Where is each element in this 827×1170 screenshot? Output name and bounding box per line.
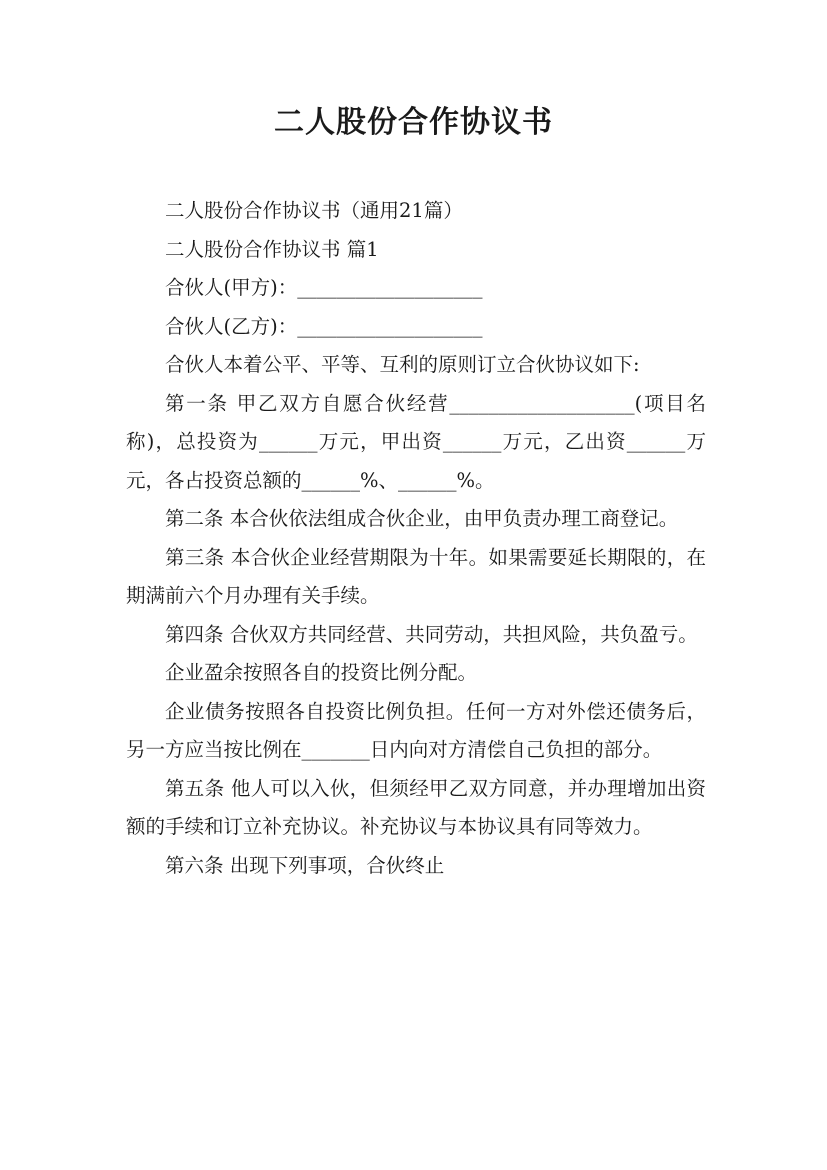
paragraph-subheading: 二人股份合作协议书 篇1	[165, 237, 379, 261]
paragraph-debt: 企业债务按照各自投资比例负担。任何一方对外偿还债务后，另一方应当按比例在_______日内向对方清偿自己负担的部分。	[126, 699, 706, 761]
paragraph-article-1: 第一条 甲乙双方自愿合伙经营___________________(项目名称)，总投资为______万元，甲出资______万元，乙出资______万元，各占投资总额的______%、______%。	[126, 391, 706, 492]
paragraph-party-b: 合伙人(乙方)：___________________	[165, 314, 483, 338]
paragraph-article-5: 第五条 他人可以入伙，但须经甲乙双方同意，并办理增加出资额的手续和订立补充协议。补充协议与本协议具有同等效力。	[126, 776, 706, 838]
paragraph-article-6: 第六条 出现下列事项，合伙终止	[165, 853, 445, 877]
document-title: 二人股份合作协议书	[274, 105, 553, 140]
document-body	[126, 192, 706, 885]
paragraph-preamble: 合伙人本着公平、平等、互利的原则订立合伙协议如下:	[165, 353, 640, 376]
paragraph-article-4: 第四条 合伙双方共同经营、共同劳动，共担风险，共负盈亏。	[165, 622, 698, 646]
paragraph-profit: 企业盈余按照各自的投资比例分配。	[165, 661, 478, 684]
paragraph-article-3: 第三条 本合伙企业经营期限为十年。如果需要延长期限的，在期满前六个月办理有关手续。	[126, 545, 706, 607]
paragraph-article-2: 第二条 本合伙依法组成合伙企业，由甲负责办理工商登记。	[165, 507, 679, 530]
paragraph-party-a: 合伙人(甲方)：___________________	[165, 276, 483, 299]
paragraph-heading: 二人股份合作协议书（通用21篇）	[165, 199, 463, 222]
